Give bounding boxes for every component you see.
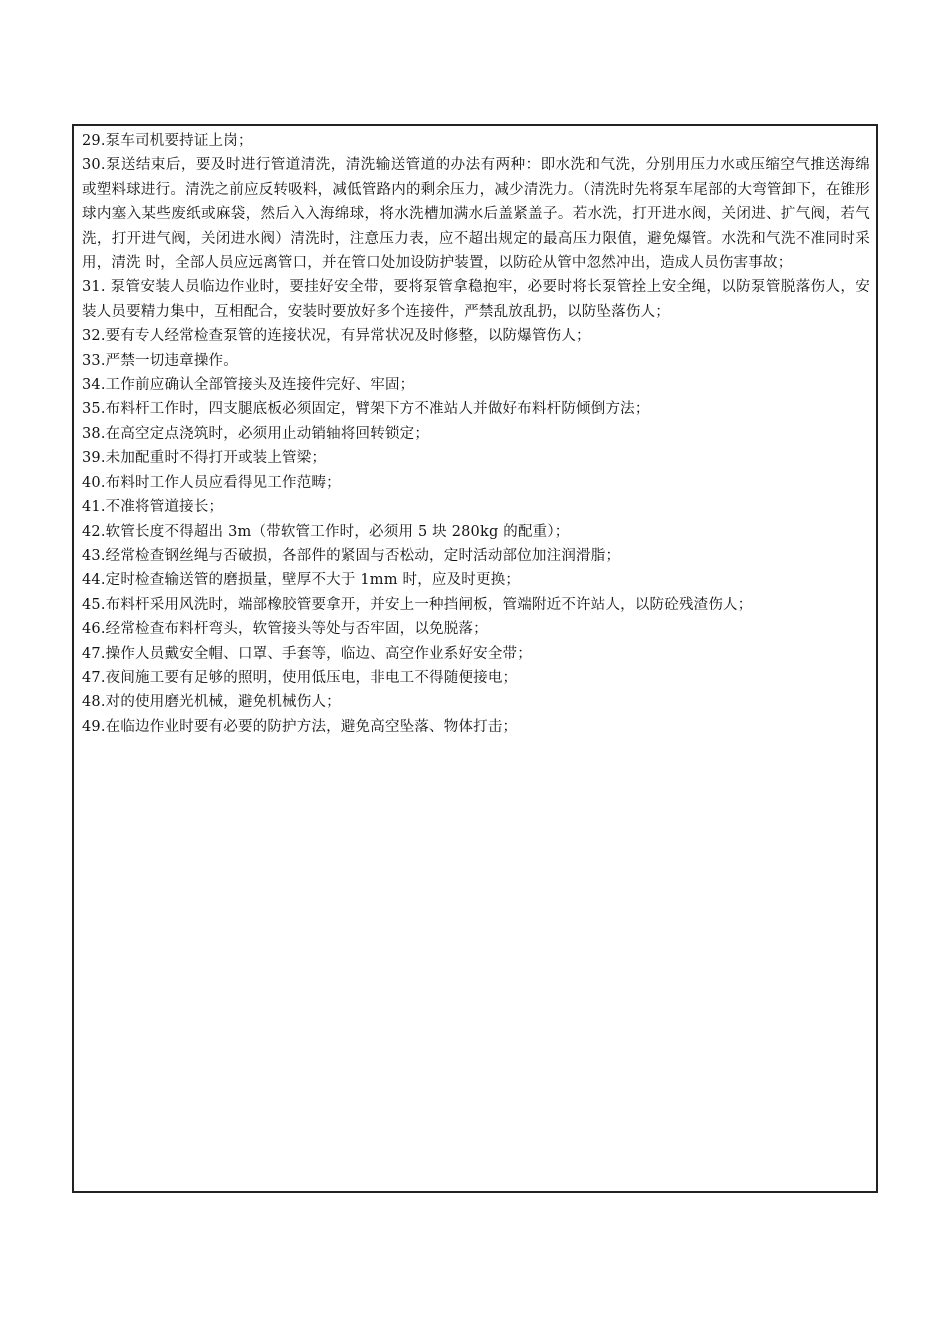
rule-item-31: 31. 泵管安装人员临边作业时，要挂好安全带，要将泵管拿稳抱牢，必要时将长泵管拴上安全绳，以防泵管脱落伤人，安装人员要精力集中，互相配合，安装时要放好多个连接件，严禁乱放乱扔，以防坠落伤人；: [82, 279, 870, 320]
rule-item-32: 32.要有专人经常检查泵管的连接状况，有异常状况及时修整，以防爆管伤人；: [82, 328, 591, 345]
rule-item-33: 33.严禁一切违章操作。: [82, 352, 238, 369]
rule-item-41: 41.不准将管道接长；: [82, 499, 224, 516]
safety-rule-list: [82, 129, 870, 739]
rule-item-34: 34.工作前应确认全部管接头及连接件完好、牢固；: [82, 377, 415, 394]
rule-item-42: 42.软管长度不得超出 3m（带软管工作时，必须用 5 块 280kg 的配重）；: [82, 523, 570, 540]
rule-item-43: 43.经常检查钢丝绳与否破损，各部件的紧固与否松动，定时活动部位加注润滑脂；: [82, 547, 621, 564]
rule-item-47a: 47.操作人员戴安全帽、口罩、手套等，临边、高空作业系好安全带；: [82, 645, 532, 662]
rule-item-48: 48.对的使用磨光机械，避免机械伤人；: [82, 694, 341, 711]
rule-item-40: 40.布料时工作人员应看得见工作范畴；: [82, 474, 341, 491]
rule-item-29: 29.泵车司机要持证上岗；: [82, 133, 253, 149]
rule-item-49: 49.在临边作业时要有必要的防护方法，避免高空坠落、物体打击；: [82, 718, 518, 735]
rule-item-38: 38.在高空定点浇筑时，必须用止动销轴将回转锁定；: [82, 425, 430, 442]
rule-item-46: 46.经常检查布料杆弯头，软管接头等处与否牢固，以免脱落；: [82, 621, 488, 638]
rule-item-39: 39.未加配重时不得打开或装上管梁；: [82, 450, 327, 467]
rule-item-35: 35.布料杆工作时，四支腿底板必须固定，臂架下方不准站人并做好布料杆防倾倒方法；: [82, 401, 650, 418]
rule-item-30: 30.泵送结束后，要及时进行管道清洗，清洗输送管道的办法有两种：即水洗和气洗，分别用压力水或压缩空气推送海绵或塑料球进行。清洗之前应反转吸料，减低管路内的剩余压力，减少清洗力。（清洗时先将泵车尾部的大弯管卸下，在锥形球内塞入某些废纸或麻袋，然后入入海绵球，将水洗槽加满水后盖紧盖子。若水洗，打开进水阀，关闭进、扩气阀，若气洗，打开进气阀，关闭进水阀）清洗时，注意压力表，应不超出规定的最高压力限值，避免爆管。水洗和气洗不准同时采用，清洗 时，全部人员应远离管口，并在管口处加设防护装置，以防砼从管中忽然冲出，造成人员伤害事故；: [82, 157, 870, 272]
rule-item-45: 45.布料杆采用风洗时，端部橡胶管要拿开，并安上一种挡闸板，管端附近不许站人，以防砼残渣伤人；: [82, 596, 753, 613]
rule-item-47b: 47.夜间施工要有足够的照明，使用低压电，非电工不得随便接电；: [82, 669, 518, 686]
rule-item-44: 44.定时检查输送管的磨损量，壁厚不大于 1mm 时，应及时更换；: [82, 572, 521, 589]
document-frame: [72, 124, 878, 1193]
